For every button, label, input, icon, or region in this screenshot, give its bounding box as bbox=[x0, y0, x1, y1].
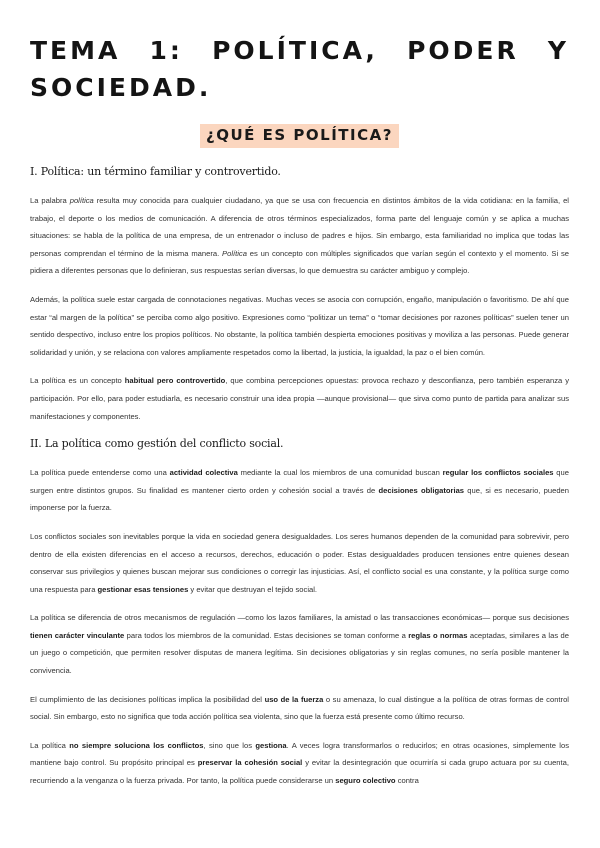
bold-term: regular los conflictos sociales bbox=[442, 468, 554, 478]
section-2-paragraph-1: La política puede entenderse como una actividad colectiva mediante la cual los miembros de una comunidad buscan regular los conflictos sociales que surgen entre distintos grupos. Su finalidad es mantener cierto orden y cohesión social a través de decisiones obligatorias que, si es necesario, pueden imponerse por la fuerza. bbox=[30, 468, 569, 513]
bold-term: habitual pero controvertido bbox=[124, 376, 226, 386]
section-2-paragraph-5: La política no siempre soluciona los conflictos, sino que los gestiona. A veces logra transformarlos o reducirlos; en otras ocasiones, simplemente los mantiene bajo control. Su propósito principal es preservar la cohesión social y evitar la desintegración que ocurriría si cada grupo actuara por su cuenta, recurriendo a la venganza o la fuerza privada. Por tanto, la política puede considerarse un seguro colectivo contra bbox=[30, 740, 570, 786]
section-1-heading: I. Política: un término familiar y controvertido. bbox=[30, 165, 281, 178]
italic-term: Política bbox=[222, 248, 247, 258]
section-1-paragraph-3: La política es un concepto habitual pero controvertido, que combina percepciones opuestas: provoca rechazo y desconfianza, pero también esperanza y participación. Por ello, para poder estudiarla, es necesario construir una idea propia —aunque provisional— que sirva como punto de partida para analizar sus manifestaciones y componentes. bbox=[30, 376, 570, 421]
section-2-paragraph-4: El cumplimiento de las decisiones políticas implica la posibilidad del uso de la fuerza o su amenaza, lo cual distingue a la política de otras formas de control social. Sin embargo, esto no significa que toda acción política sea violenta, sino que la fuerza está presente como último recurso. bbox=[30, 694, 569, 722]
bold-term: gestionar esas tensiones bbox=[97, 584, 189, 594]
section-1-paragraph-2: Además, la política suele estar cargada de connotaciones negativas. Muchas veces se asocia con corrupción, engaño, manipulación o favoritismo. De ahí que estar “al margen de la política” se perciba como algo positivo. Expresiones como “politizar un tema” o “tomar decisiones por razones políticas” suelen tener un sentido despectivo, incluso entre los propios políticos. No obstante, la política también despierta emociones positivas y moviliza a las personas. Puede generar solidaridad y unión, y se relaciona con valores ampliamente respetados como la libertad, la justicia, la igualdad, la paz o el bien común. bbox=[30, 294, 569, 357]
bold-term: decisiones obligatorias bbox=[378, 485, 465, 495]
section-2-heading: II. La política como gestión del conflicto social. bbox=[30, 437, 284, 451]
subtitle-container bbox=[30, 124, 569, 150]
document-title-line-2: SOCIEDAD. bbox=[30, 73, 212, 102]
document-title-line-1: TEMA 1: POLÍTICA, PODER Y bbox=[30, 36, 569, 65]
section-1-paragraph-1: La palabra política resulta muy conocida para cualquier ciudadano, ya que se usa con frecuencia en distintos ámbitos de la vida cotidiana: en la familia, el trabajo, el deporte o los medios de comunicación. A diferencia de otros términos especializados, forma parte del lenguaje común y se aplica a muchas situaciones: se habla de la política de una empresa, de un entrenador o incluso de padres e hijos. Sin embargo, esta familiaridad no implica que todas las personas comprendan el término de la misma manera. Política es un concepto con múltiples significados que varían según el contexto y el momento. Si se pidiera a diferentes personas que lo definieran, sus respuestas serían diversas, lo que demuestra su carácter ambiguo y complejo. bbox=[30, 196, 569, 276]
bold-term: gestiona bbox=[255, 740, 287, 750]
bold-term: tienen carácter vinculante bbox=[30, 630, 125, 640]
document-title bbox=[30, 0, 569, 106]
bold-term: no siempre soluciona los conflictos bbox=[69, 740, 204, 750]
bold-term: actividad colectiva bbox=[169, 468, 238, 478]
italic-term: política bbox=[69, 196, 94, 205]
section-2-paragraph-2: Los conflictos sociales son inevitables porque la vida en sociedad genera desigualdades. Los seres humanos dependen de la comunidad para sobrevivir, pero dentro de ella existen diferencias en el acceso a recursos, derechos, educación o poder. Estas desigualdades producen tensiones entre quienes desean conservar sus privilegios y quienes buscan mejorar sus condiciones o corregir las injusticias. Así, el conflicto social es una constante, y la política surge como una respuesta para gestionar esas tensiones y evitar que destruyan el tejido social. bbox=[30, 531, 569, 594]
bold-term: uso de la fuerza bbox=[264, 694, 324, 704]
bold-term: seguro colectivo bbox=[335, 776, 396, 786]
section-2-paragraph-3: La política se diferencia de otros mecanismos de regulación —como los lazos familiares, la amistad o las transacciones económicas— porque sus decisiones tienen carácter vinculante para todos los miembros de la comunidad. Estas decisiones se toman conforme a reglas o normas aceptadas, similares a las de un juego o competición, que permiten resolver disputas de manera legítima. Sin decisiones obligatorias y sin reglas comunes, no sería posible mantener la convivencia. bbox=[30, 613, 569, 676]
bold-term: preservar la cohesión social bbox=[197, 758, 303, 768]
bold-term: reglas o normas bbox=[408, 630, 468, 640]
highlighted-subtitle: ¿QUÉ ES POLÍTICA? bbox=[200, 124, 399, 148]
